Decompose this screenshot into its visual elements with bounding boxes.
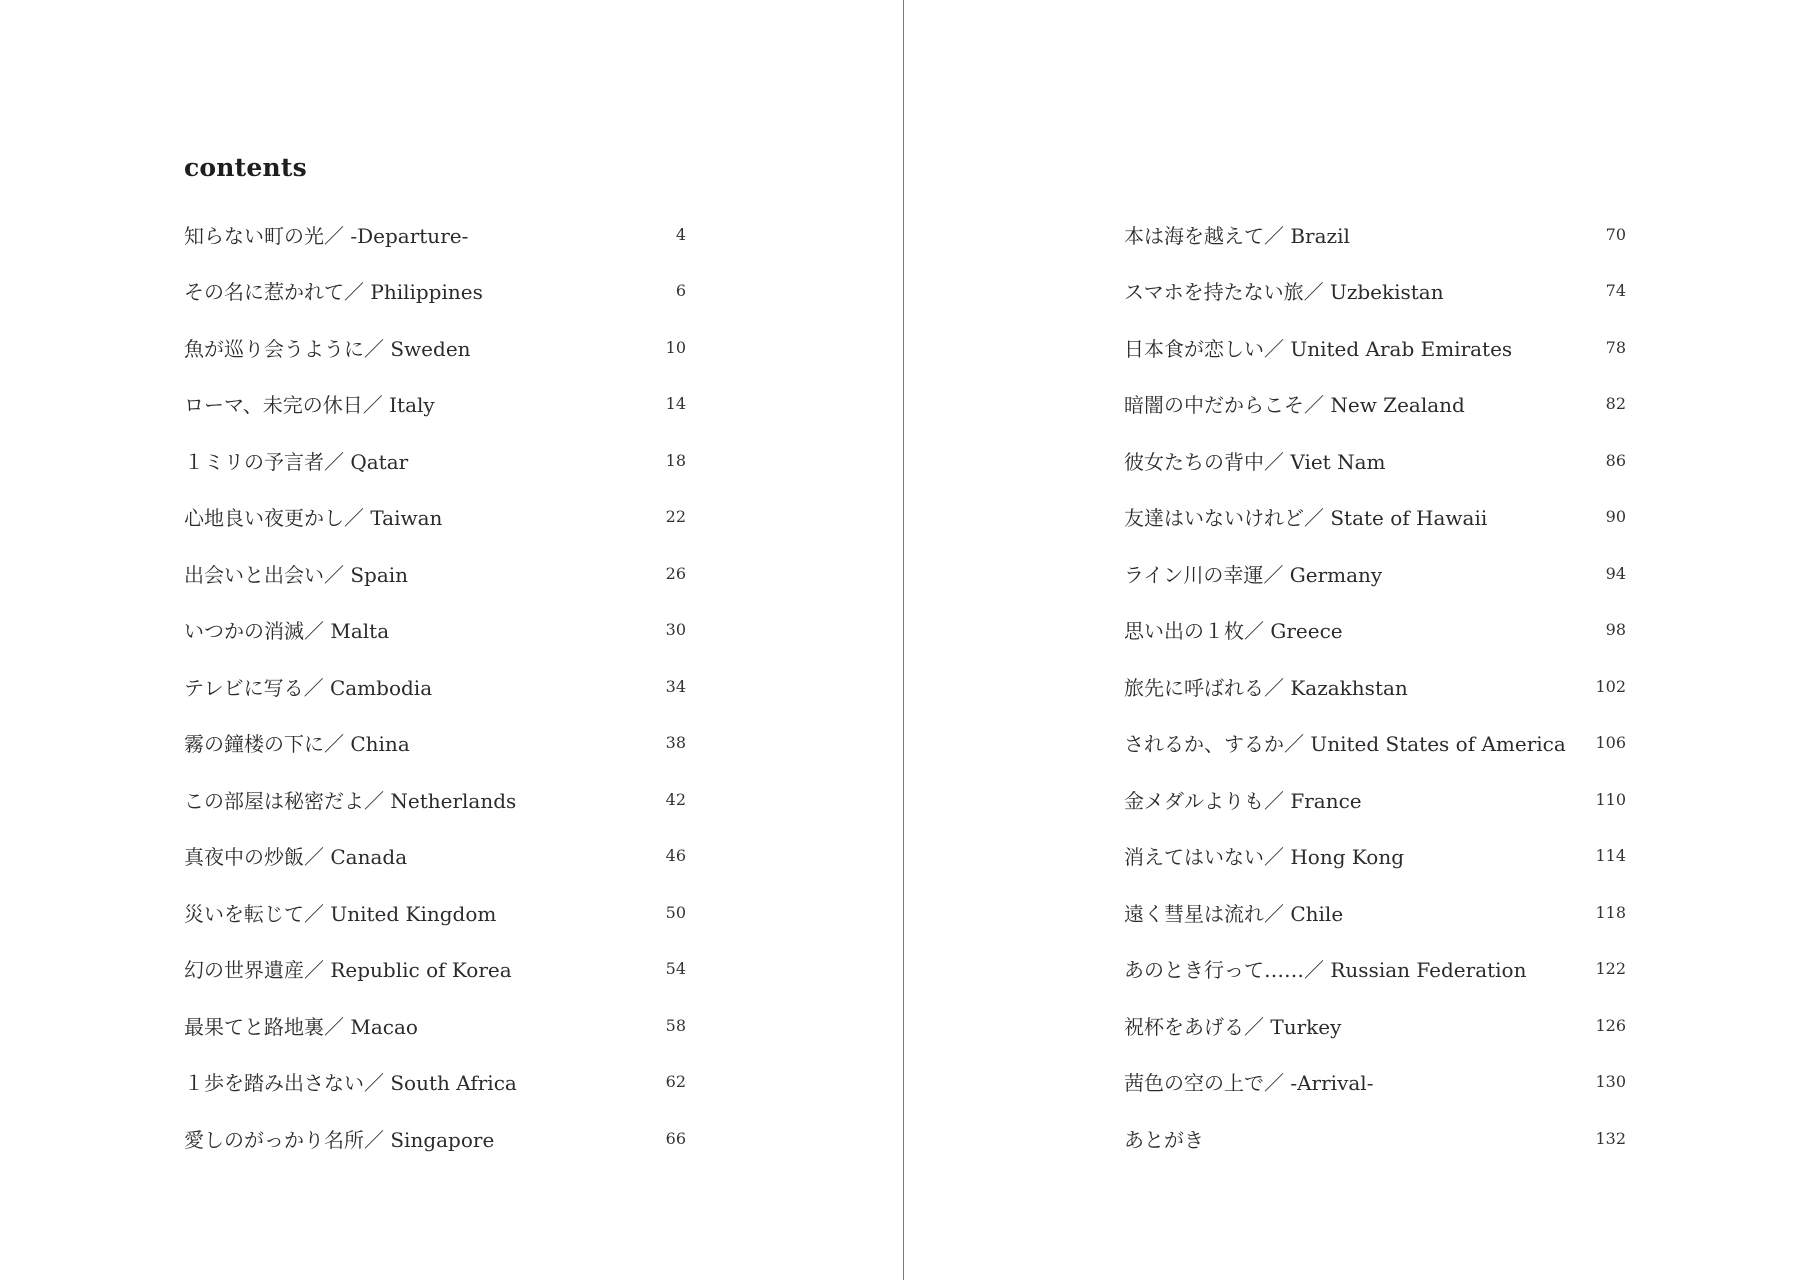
- toc-entry-title: されるか、するか／ United States of America: [1124, 732, 1566, 757]
- toc-entry[interactable]: [184, 658, 686, 715]
- toc-entry-page-number: 98: [1605, 620, 1626, 640]
- toc-entry-page-number: 122: [1595, 959, 1626, 979]
- toc-entry-page-number: 22: [665, 507, 686, 527]
- toc-entry[interactable]: [1124, 602, 1626, 659]
- toc-entry-page-number: 6: [675, 281, 686, 301]
- toc-entry-title: １歩を踏み出さない／ South Africa: [184, 1071, 517, 1096]
- toc-entry-page-number: 106: [1595, 733, 1626, 753]
- toc-entry-title: 災いを転じて／ United Kingdom: [184, 901, 497, 926]
- toc-entry-title: この部屋は秘密だよ／ Netherlands: [184, 788, 517, 813]
- toc-entry-page-number: 102: [1595, 676, 1626, 696]
- toc-entry-page-number: 86: [1605, 450, 1626, 470]
- toc-entry-page-number: 130: [1595, 1072, 1626, 1092]
- toc-entry[interactable]: [1124, 319, 1626, 376]
- toc-entry-page-number: 38: [665, 733, 686, 753]
- toc-entry-title: 霧の鐘楼の下に／ China: [184, 732, 410, 757]
- toc-entry-title: ライン川の幸運／ Germany: [1124, 562, 1383, 587]
- toc-entry-title: 思い出の１枚／ Greece: [1124, 619, 1343, 644]
- toc-entry[interactable]: [184, 432, 686, 489]
- toc-entry-page-number: 46: [665, 846, 686, 866]
- toc-entry[interactable]: [184, 997, 686, 1054]
- toc-entry[interactable]: [1124, 771, 1626, 828]
- toc-entry-title: 彼女たちの背中／ Viet Nam: [1124, 449, 1386, 474]
- toc-entry-title: テレビに写る／ Cambodia: [184, 675, 433, 700]
- toc-entry-title: スマホを持たない旅／ Uzbekistan: [1124, 280, 1444, 305]
- toc-entry-page-number: 66: [665, 1128, 686, 1148]
- toc-entry[interactable]: [184, 602, 686, 659]
- toc-entry-page-number: 78: [1605, 337, 1626, 357]
- toc-entry-page-number: 10: [665, 337, 686, 357]
- toc-entry-title: 金メダルよりも／ France: [1124, 788, 1362, 813]
- toc-entry[interactable]: [184, 941, 686, 998]
- toc-entry[interactable]: [1124, 263, 1626, 320]
- toc-entry-page-number: 74: [1605, 281, 1626, 301]
- toc-entry[interactable]: [1124, 715, 1626, 772]
- toc-entry-page-number: 114: [1595, 846, 1626, 866]
- toc-entry-title: 心地良い夜更かし／ Taiwan: [184, 506, 443, 531]
- toc-entry-page-number: 126: [1595, 1015, 1626, 1035]
- toc-entry[interactable]: [1124, 1110, 1626, 1167]
- toc-entry[interactable]: [1124, 489, 1626, 546]
- toc-entry[interactable]: [1124, 545, 1626, 602]
- toc-entry-title: 知らない町の光／ -Departure-: [184, 223, 469, 248]
- toc-entry-page-number: 82: [1605, 394, 1626, 414]
- toc-entry-title: 愛しのがっかり名所／ Singapore: [184, 1127, 495, 1152]
- toc-entry-title: ローマ、未完の休日／ Italy: [184, 393, 435, 418]
- toc-entry-title: 暗闇の中だからこそ／ New Zealand: [1124, 393, 1465, 418]
- toc-entry-title: 友達はいないけれど／ State of Hawaii: [1124, 506, 1488, 531]
- toc-entry[interactable]: [1124, 432, 1626, 489]
- toc-entry[interactable]: [184, 828, 686, 885]
- toc-entry-title: いつかの消滅／ Malta: [184, 619, 390, 644]
- toc-entry[interactable]: [1124, 884, 1626, 941]
- toc-entry[interactable]: [1124, 658, 1626, 715]
- toc-entry[interactable]: [184, 771, 686, 828]
- toc-entry-title: １ミリの予言者／ Qatar: [184, 449, 409, 474]
- toc-entry[interactable]: [184, 1110, 686, 1167]
- toc-entry-page-number: 26: [665, 563, 686, 583]
- toc-entry[interactable]: [1124, 206, 1626, 263]
- toc-entry-title: あとがき: [1124, 1127, 1204, 1152]
- toc-entry[interactable]: [184, 1054, 686, 1111]
- toc-entry[interactable]: [184, 376, 686, 433]
- toc-entry[interactable]: [184, 884, 686, 941]
- toc-entry-title: 魚が巡り会うように／ Sweden: [184, 336, 471, 361]
- toc-entry-title: 茜色の空の上で／ -Arrival-: [1124, 1071, 1374, 1096]
- toc-entry-title: あのとき行って……／ Russian Federation: [1124, 958, 1527, 983]
- toc-entry-title: 日本食が恋しい／ United Arab Emirates: [1124, 336, 1513, 361]
- toc-entry-page-number: 34: [665, 676, 686, 696]
- toc-entry-title: 本は海を越えて／ Brazil: [1124, 223, 1350, 248]
- toc-entry-title: 幻の世界遺産／ Republic of Korea: [184, 958, 512, 983]
- page-gutter-divider: [903, 0, 904, 1280]
- toc-entry-title: 消えてはいない／ Hong Kong: [1124, 845, 1405, 870]
- contents-heading: contents: [184, 152, 307, 182]
- toc-entry-page-number: 42: [665, 789, 686, 809]
- toc-entry[interactable]: [1124, 828, 1626, 885]
- toc-entry[interactable]: [1124, 1054, 1626, 1111]
- toc-entry-title: 遠く彗星は流れ／ Chile: [1124, 901, 1344, 926]
- toc-left-column: [184, 206, 686, 1167]
- toc-entry-page-number: 70: [1605, 224, 1626, 244]
- toc-entry-title: 最果てと路地裏／ Macao: [184, 1014, 418, 1039]
- toc-entry-page-number: 4: [675, 224, 686, 244]
- toc-entry-page-number: 50: [665, 902, 686, 922]
- toc-entry[interactable]: [184, 206, 686, 263]
- toc-entry[interactable]: [184, 319, 686, 376]
- toc-entry[interactable]: [1124, 941, 1626, 998]
- toc-entry[interactable]: [184, 715, 686, 772]
- toc-entry[interactable]: [1124, 997, 1626, 1054]
- toc-entry-page-number: 132: [1595, 1128, 1626, 1148]
- toc-entry-page-number: 58: [665, 1015, 686, 1035]
- toc-entry-title: 真夜中の炒飯／ Canada: [184, 845, 408, 870]
- toc-entry-title: 旅先に呼ばれる／ Kazakhstan: [1124, 675, 1408, 700]
- toc-entry-page-number: 18: [665, 450, 686, 470]
- toc-entry-title: その名に惹かれて／ Philippines: [184, 280, 483, 305]
- toc-entry-title: 出会いと出会い／ Spain: [184, 562, 409, 587]
- toc-entry[interactable]: [184, 489, 686, 546]
- toc-entry-page-number: 94: [1605, 563, 1626, 583]
- toc-entry-page-number: 118: [1595, 902, 1626, 922]
- toc-entry-page-number: 54: [665, 959, 686, 979]
- toc-entry[interactable]: [184, 545, 686, 602]
- toc-entry[interactable]: [1124, 376, 1626, 433]
- toc-entry-page-number: 62: [665, 1072, 686, 1092]
- toc-entry-title: 祝杯をあげる／ Turkey: [1124, 1014, 1342, 1039]
- toc-right-column: [1124, 206, 1626, 1167]
- toc-entry-page-number: 14: [665, 394, 686, 414]
- toc-entry-page-number: 110: [1595, 789, 1626, 809]
- toc-entry[interactable]: [184, 263, 686, 320]
- toc-entry-page-number: 90: [1605, 507, 1626, 527]
- toc-entry-page-number: 30: [665, 620, 686, 640]
